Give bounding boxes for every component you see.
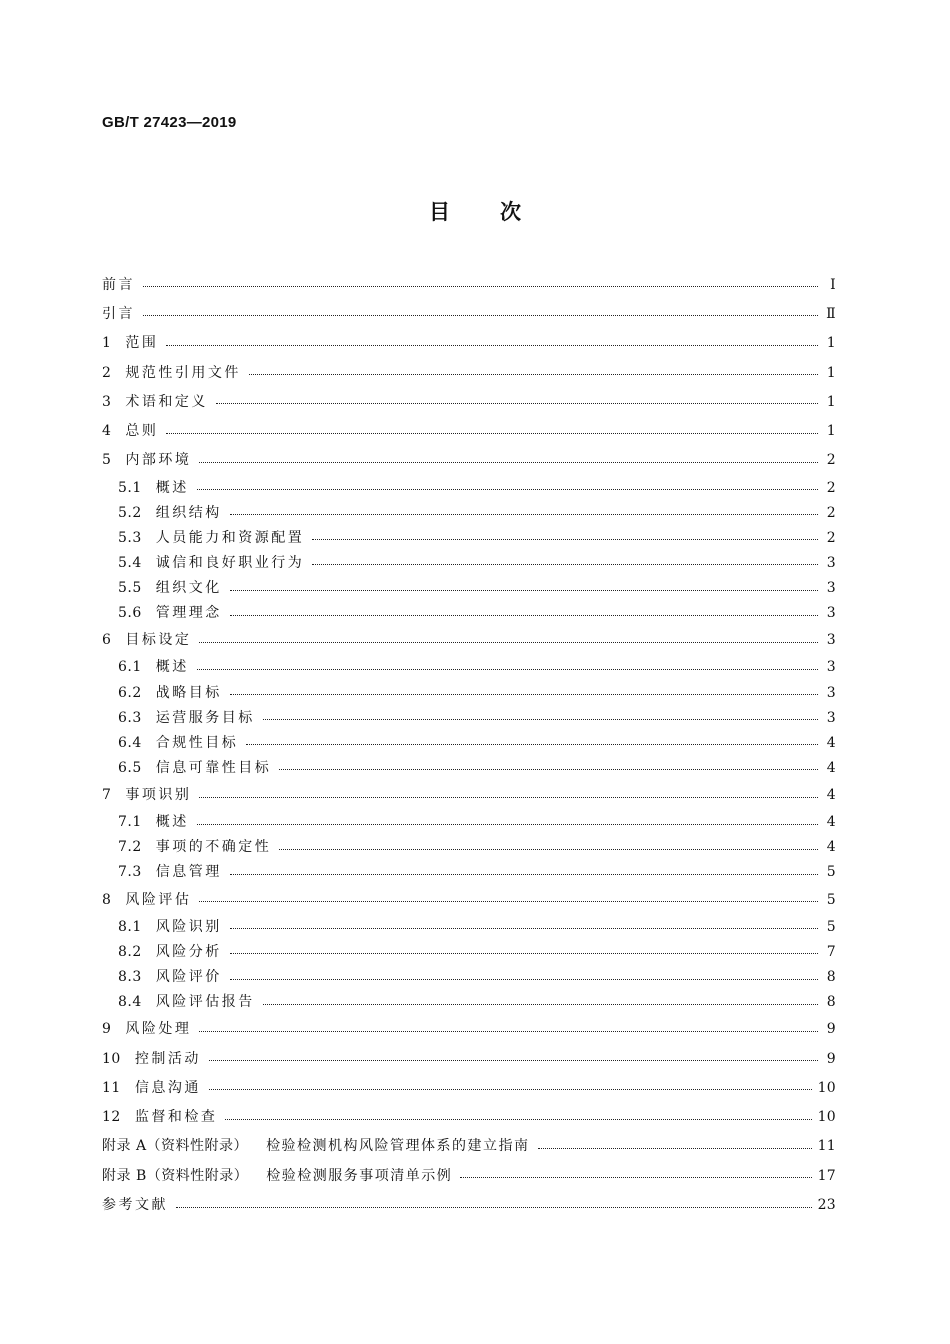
toc-page-number: 8 [826,969,836,986]
toc-dot-leader [216,403,818,404]
toc-entry-label: 诚信和良好职业行为 [155,554,305,571]
toc-entry-label: 概述 [155,479,189,496]
toc-page-number: 11 [817,1138,836,1155]
toc-entry[interactable] [102,1015,836,1044]
toc-dot-leader [279,769,818,770]
toc-entry-label: 事项的不确定性 [155,839,272,856]
toc-page-number: 3 [826,659,836,676]
toc-entry-label: 术语和定义 [125,393,208,410]
toc-dot-leader [263,1004,818,1005]
toc-subentry[interactable] [102,655,836,680]
toc-entry-label: 风险评估 [125,891,192,908]
toc-entry-number: 11 [102,1079,121,1096]
toc-subentry[interactable] [102,730,836,755]
toc-entry[interactable] [102,1073,836,1102]
toc-dot-leader [199,462,818,463]
toc-entry-number: 12 [102,1109,121,1126]
toc-page-number: 10 [817,1109,836,1126]
toc-entry-label: 引言 [102,305,135,322]
toc-entry-label: 范围 [125,335,159,352]
toc-page-number: 1 [826,364,836,381]
toc-entry[interactable] [102,416,836,445]
table-of-contents [102,270,836,1220]
toc-dot-leader [538,1148,812,1149]
toc-dot-leader [199,642,818,643]
toc-page-number: 4 [826,814,836,831]
toc-subentry[interactable] [102,601,836,626]
toc-page-number: 1 [826,335,836,352]
toc-page-number: 3 [826,632,836,649]
toc-entry-label: 组织结构 [155,504,222,521]
toc-dot-leader [230,590,818,591]
toc-page-number: 2 [826,529,836,546]
toc-subentry[interactable] [102,939,836,964]
toc-dot-leader [279,849,818,850]
toc-dot-leader [197,669,818,670]
toc-entry-number: 4 [102,423,112,440]
toc-page-number: 2 [826,504,836,521]
toc-page-number: Ⅱ [826,305,836,322]
toc-dot-leader [230,514,818,515]
toc-page-number: 2 [826,452,836,469]
toc-entry-number: 附录 B（资料性附录） [102,1167,249,1184]
toc-subentry[interactable] [102,755,836,780]
toc-entry-label: 运营服务目标 [155,709,255,726]
toc-dot-leader [166,433,818,434]
toc-entry-label: 合规性目标 [155,734,239,751]
toc-entry[interactable] [102,780,836,809]
toc-page-number: 3 [826,605,836,622]
toc-subentry[interactable] [102,810,836,835]
toc-entry-number: 6.2 [118,684,142,701]
toc-entry[interactable] [102,270,836,299]
toc-subentry[interactable] [102,705,836,730]
toc-dot-leader [246,744,818,745]
toc-entry[interactable] [102,1103,836,1132]
toc-entry[interactable] [102,387,836,416]
toc-subentry[interactable] [102,860,836,885]
toc-dot-leader [197,824,818,825]
toc-page-number: 3 [826,554,836,571]
toc-entry-label: 前言 [102,276,135,293]
toc-entry-number: 7 [102,787,112,804]
toc-entry-number: 5.3 [118,529,142,546]
toc-dot-leader [230,615,818,616]
toc-entry-label: 控制活动 [134,1050,201,1067]
toc-subentry[interactable] [102,500,836,525]
toc-entry-label: 目标设定 [125,632,192,649]
toc-entry-number: 8 [102,891,112,908]
toc-dot-leader [166,345,818,346]
toc-dot-leader [209,1089,812,1090]
toc-entry[interactable] [102,1132,836,1161]
toc-entry-number: 7.3 [118,864,142,881]
toc-entry[interactable] [102,885,836,914]
toc-entry-label: 信息可靠性目标 [155,759,272,776]
toc-dot-leader [209,1060,818,1061]
toc-entry-label: 内部环境 [125,452,192,469]
toc-page-number: 4 [826,734,836,751]
toc-dot-leader [230,874,818,875]
toc-entry-label: 管理理念 [155,605,222,622]
toc-page-number: 4 [826,759,836,776]
toc-page-number: 4 [826,787,836,804]
toc-subentry[interactable] [102,964,836,989]
toc-entry-label: 参考文献 [102,1197,168,1214]
toc-entry-label: 风险识别 [155,918,222,935]
toc-page-number: 2 [826,479,836,496]
toc-entry[interactable] [102,1161,836,1190]
toc-entry-number: 5.5 [118,580,142,596]
toc-entry[interactable] [102,1044,836,1073]
toc-subentry[interactable] [102,550,836,575]
toc-entry-number: 5.4 [118,554,142,571]
toc-entry-label: 风险分析 [155,943,222,960]
toc-entry-label: 概述 [155,659,189,676]
toc-page-number: 9 [826,1021,836,1038]
toc-entry-label: 人员能力和资源配置 [155,529,305,546]
toc-entry-label: 风险评价 [155,969,222,986]
toc-entry-number: 3 [102,393,112,410]
page-title: 目次 [429,200,571,224]
toc-entry-label: 风险处理 [125,1021,192,1038]
toc-subentry[interactable] [102,835,836,860]
toc-page-number: 1 [826,423,836,440]
toc-dot-leader [197,489,818,490]
toc-entry-number: 1 [102,335,112,352]
toc-entry-label: 概述 [155,814,189,831]
toc-entry-label: 检验检测服务事项清单示例 [266,1167,453,1184]
toc-entry-number: 8.2 [118,943,142,960]
toc-entry-number: 6.1 [118,659,142,676]
toc-page-number: 23 [817,1197,836,1214]
toc-page-number: 8 [826,994,836,1011]
toc-subentry[interactable] [102,914,836,939]
toc-entry[interactable] [102,329,836,358]
toc-dot-leader [199,1031,818,1032]
toc-entry-number: 6.5 [118,759,142,776]
toc-page-number: 5 [826,918,836,935]
toc-entry-number: 6.4 [118,734,142,751]
toc-page-number: 5 [826,891,836,908]
toc-page-number: 10 [817,1079,836,1096]
toc-entry-label: 规范性引用文件 [125,364,241,381]
toc-entry-number: 8.3 [118,969,142,986]
toc-dot-leader [143,315,818,316]
toc-dot-leader [312,564,818,565]
toc-entry-label: 组织文化 [155,580,222,596]
toc-entry[interactable] [102,358,836,387]
toc-entry-number: 6 [102,632,112,649]
toc-subentry[interactable] [102,475,836,500]
toc-dot-leader [225,1119,811,1120]
toc-dot-leader [263,719,818,720]
toc-page-number: 3 [826,684,836,701]
toc-page-number: 4 [826,839,836,856]
toc-page-number: Ⅰ [830,276,836,293]
toc-entry-label: 信息沟通 [134,1079,201,1096]
toc-page-number: 3 [826,709,836,726]
toc-entry-label: 总则 [125,423,159,440]
toc-dot-leader [199,797,818,798]
toc-entry-number: 7.2 [118,839,142,856]
toc-dot-leader [176,1207,812,1208]
toc-page-number: 9 [826,1050,836,1067]
toc-dot-leader [312,539,818,540]
toc-dot-leader [230,953,818,954]
toc-entry-number: 5.6 [118,605,142,622]
toc-entry-number: 附录 A（资料性附录） [102,1138,249,1155]
toc-entry-number: 10 [102,1050,121,1067]
toc-entry-number: 5.1 [118,479,142,496]
toc-dot-leader [230,928,818,929]
toc-subentry[interactable] [102,525,836,550]
toc-dot-leader [143,286,818,287]
toc-entry-number: 8.4 [118,994,142,1011]
toc-subentry[interactable] [102,680,836,705]
toc-entry-label: 风险评估报告 [155,994,255,1011]
toc-entry[interactable] [102,1190,836,1219]
toc-entry-label: 战略目标 [155,684,222,701]
toc-dot-leader [199,901,818,902]
toc-entry-label: 事项识别 [125,787,192,804]
toc-page-number: 17 [817,1167,836,1184]
toc-dot-leader [460,1177,811,1178]
toc-page-number: 1 [826,393,836,410]
toc-page-number: 5 [826,864,836,881]
toc-page-number: 3 [826,580,836,596]
toc-entry-label: 信息管理 [155,864,222,881]
toc-entry[interactable] [102,446,836,475]
toc-entry-number: 8.1 [118,918,142,935]
toc-subentry[interactable] [102,575,836,600]
toc-entry-number: 7.1 [118,814,142,831]
toc-entry-number: 2 [102,364,112,381]
toc-entry-number: 9 [102,1021,112,1038]
toc-entry[interactable] [102,299,836,328]
toc-entry-number: 6.3 [118,709,142,726]
toc-entry[interactable] [102,626,836,655]
toc-entry-number: 5.2 [118,504,142,521]
toc-entry-label: 监督和检查 [134,1109,218,1126]
toc-entry-label: 检验检测机构风险管理体系的建立指南 [266,1138,530,1155]
toc-subentry[interactable] [102,990,836,1015]
toc-page-number: 7 [826,943,836,960]
toc-dot-leader [249,374,818,375]
toc-dot-leader [230,979,818,980]
standard-code: GB/T 27423—2019 [102,114,237,131]
toc-entry-number: 5 [102,452,112,469]
toc-dot-leader [230,694,818,695]
